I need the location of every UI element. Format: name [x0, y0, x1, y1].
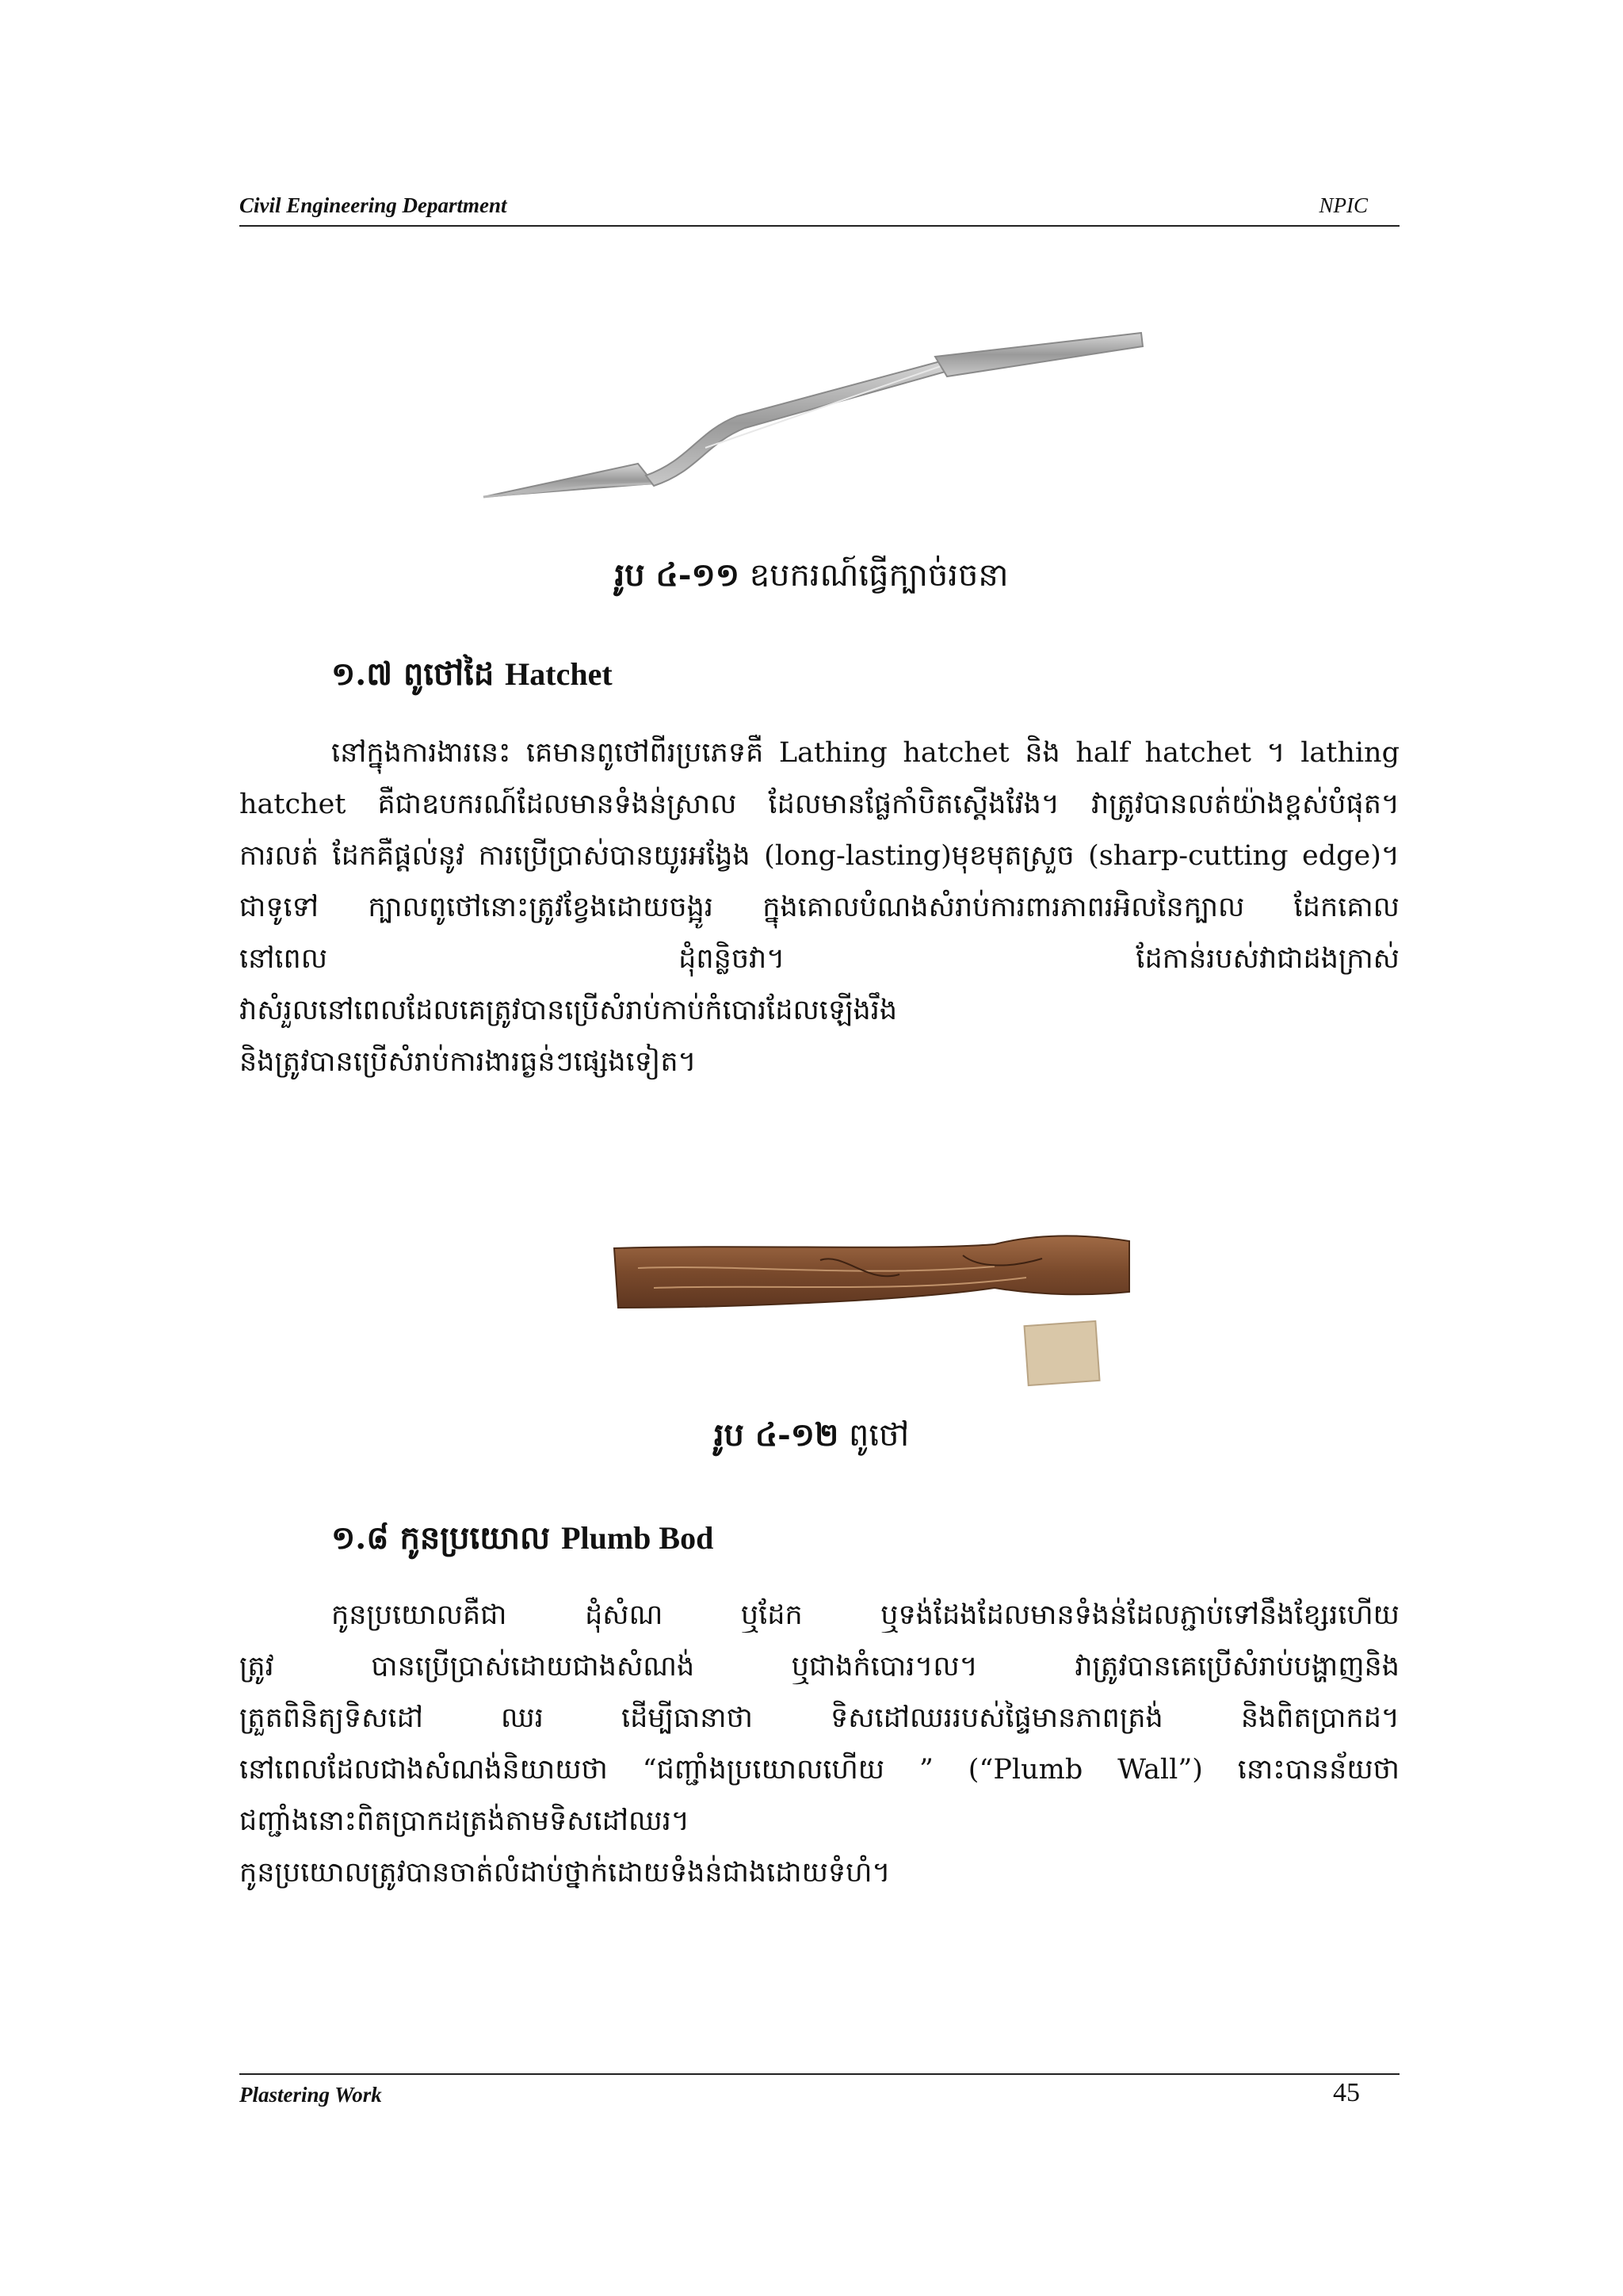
section-18-line: ត្រូវ បានប្រើប្រាស់ដោយជាងសំណង់ ឬជាងកំបោរ។ល។ វាត្រូវបានគេប្រើសំរាប់បង្ហាញនិង — [239, 1651, 1400, 1683]
section-18-title-en: Plumb Bod — [561, 1520, 714, 1556]
figure1-label: រូប ៤-១១ — [614, 556, 739, 594]
header-institute: NPIC — [1319, 193, 1368, 217]
section-18-line: កូនប្រយោលគឺជា ដុំសំណ ឬដែក ឬទង់ដែងដែលមានទំងន់ដែលភ្ជាប់ទៅនឹងខ្សែរហើយ — [331, 1599, 1400, 1631]
section-17-line: និងត្រូវបានប្រើសំរាប់ការងារធ្ងន់ៗផ្សេងទៀត។ — [239, 1046, 697, 1078]
section-17-number: ១.៧ — [331, 655, 393, 693]
section-18-number: ១.៨ — [331, 1519, 389, 1557]
section-18-heading — [331, 1518, 713, 1564]
section-17-line: ការលត់ ដែកគឺផ្តល់នូវ ការប្រើប្រាស់បានយូរអង្វែង (long-lasting)មុខមុតស្រួច (sharp-cutting edge)។ — [239, 840, 1400, 872]
section-18-body — [239, 1590, 1400, 1899]
section-18-title-km: កូនប្រយោល — [399, 1519, 551, 1557]
section-18-line: នៅពេលដែលជាងសំណង់និយាយថា “ជញ្ជាំងប្រយោលហើយ ” (“Plumb Wall”) នោះបានន័យថា — [239, 1754, 1400, 1786]
figure2-caption — [0, 1415, 1623, 1461]
figure2-text: ពូថៅ — [849, 1417, 910, 1454]
figure1-caption — [0, 555, 1623, 602]
footer-title: Plastering Work — [239, 2083, 382, 2107]
page-number: 45 — [1333, 2078, 1360, 2107]
section-17-body — [239, 728, 1400, 1088]
section-17-line: ជាទូទៅ ក្បាលពូថៅនោះត្រូវខ្វែងដោយចង្អូរ ក្នុងគោលបំណងសំរាប់ការពារភាពរអិលនៃក្បាល ដែកគោល — [239, 892, 1400, 923]
section-17-heading — [331, 654, 613, 701]
section-17-line: hatchet គឺជាឧបករណ៍ដែលមានទំងន់ស្រាល ដែលមានផ្លែកាំបិតស្តើងវែង។ វាត្រូវបានលត់យ៉ាងខ្ពស់បំផុត។ — [239, 789, 1400, 820]
section-17-line: នៅក្នុងការងារនេះ គេមានពូថៅពីរប្រភេទគឺ Lathing hatchet និង half hatchet ។ lathing — [331, 737, 1400, 769]
section-18-line: ត្រួតពិនិត្យទិសដៅ ឈរ ដើម្បីធានាថា ទិសដៅឈររបស់ផ្ទៃមានភាពត្រង់ និងពិតប្រាកដ។ — [239, 1702, 1400, 1734]
section-18-line: កូនប្រយោលត្រូវបានចាត់លំដាប់ថ្នាក់ដោយទំងន់ជាងដោយទំហំ។ — [239, 1857, 891, 1889]
section-17-title-km: ពូថៅដៃ — [403, 655, 495, 693]
page-footer — [239, 2073, 1400, 2115]
section-17-line: វាសំរួលនៅពេលដែលគេត្រូវបានប្រើសំរាប់កាប់កំបោរដែលឡើងរឹង — [239, 995, 898, 1026]
hatchet-image — [582, 1189, 1153, 1391]
section-17-line: នៅពេល ដុំពន្លិចវា។ ដែកាន់របស់វាជាដងក្រាស់ — [239, 943, 1400, 975]
page-header — [239, 193, 1400, 227]
header-department: Civil Engineering Department — [239, 193, 507, 217]
figure2-label: រូប ៤-១២ — [713, 1416, 839, 1454]
section-17-title-en: Hatchet — [505, 656, 613, 692]
ornament-tool-image — [468, 313, 1157, 519]
figure1-text: ឧបករណ៍ធ្វើក្បាច់រចនា — [749, 557, 1009, 594]
section-18-line: ជញ្ជាំងនោះពិតប្រាកដត្រង់តាមទិសដៅឈរ។ — [239, 1805, 689, 1837]
